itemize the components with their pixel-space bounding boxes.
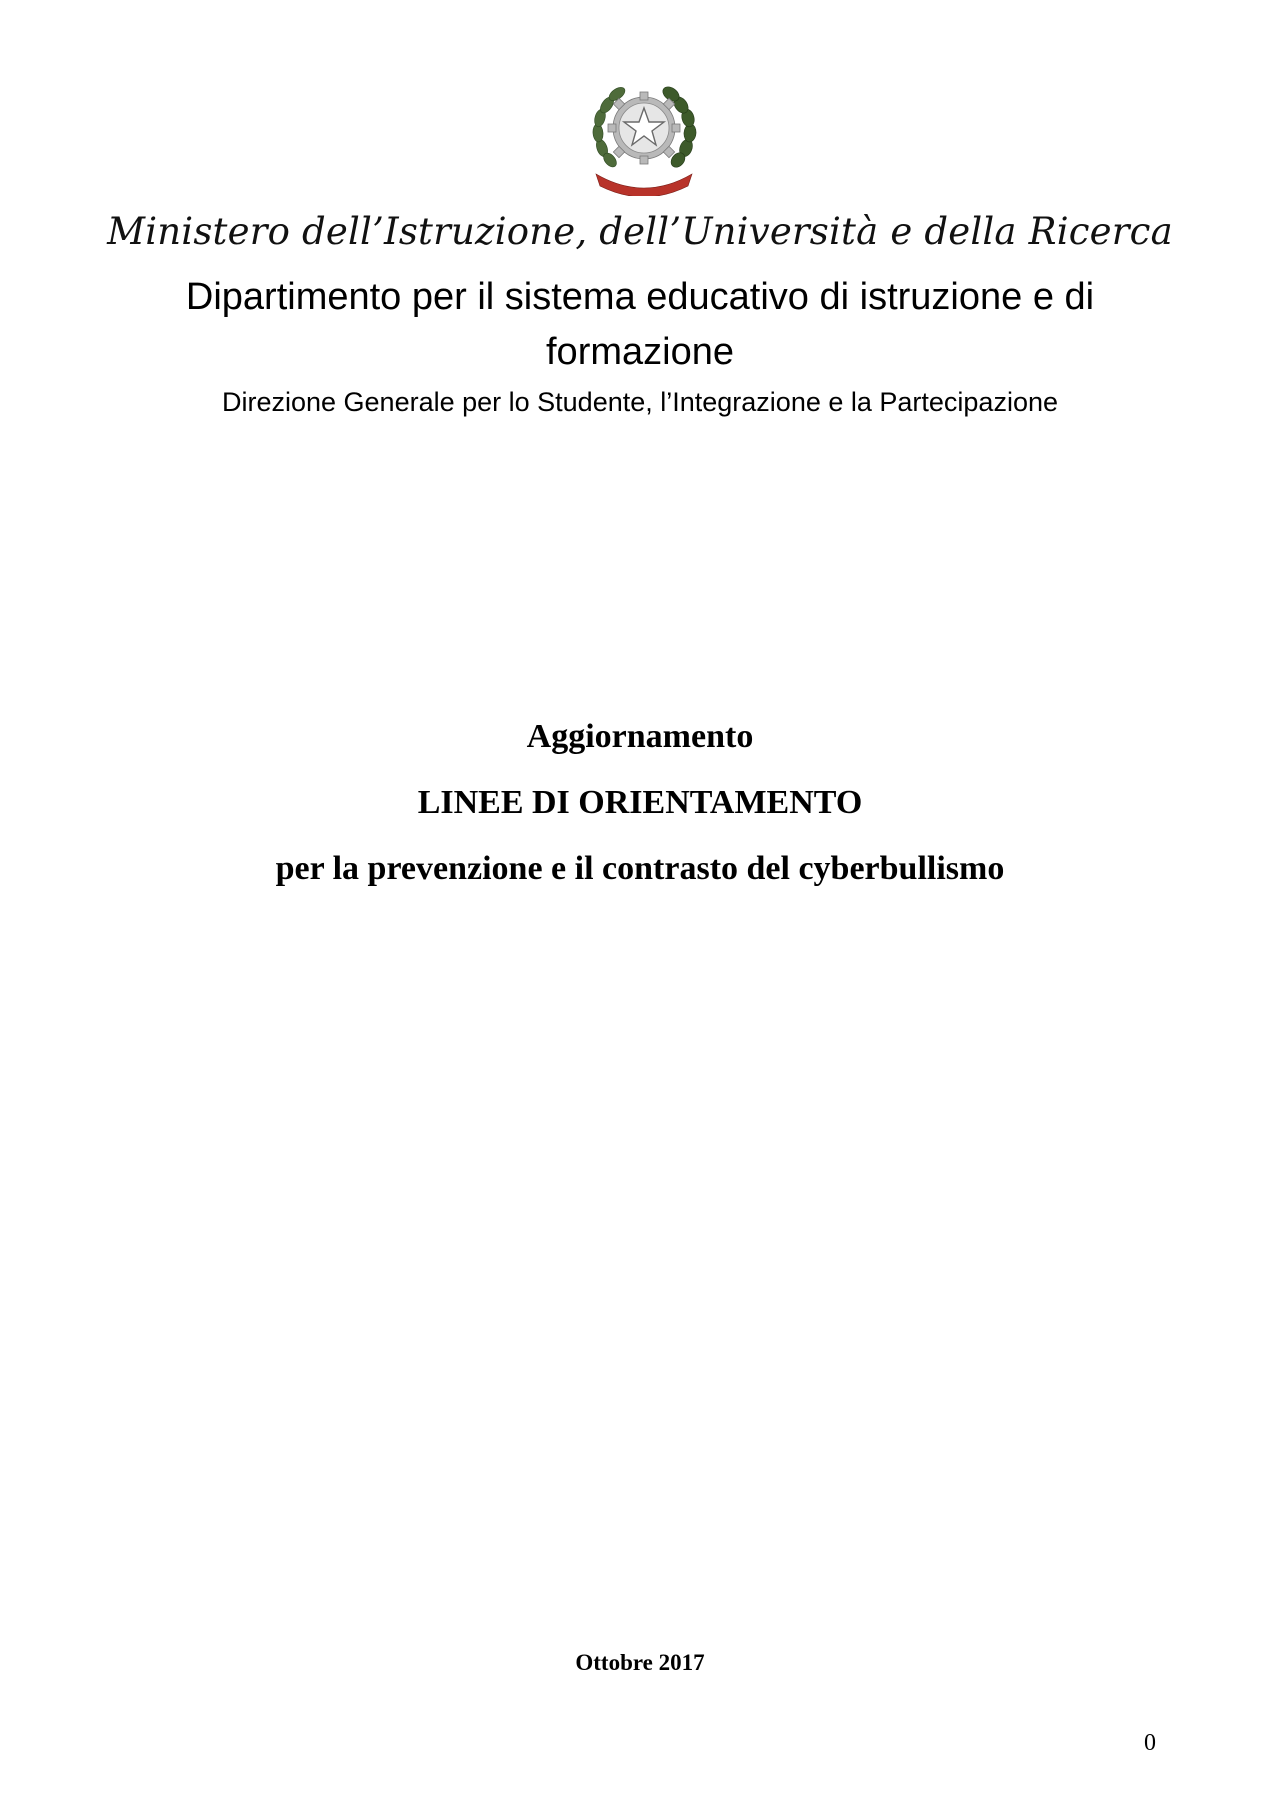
title-line-update: Aggiornamento (526, 718, 754, 755)
directorate-name: Direzione Generale per lo Studente, l’Integrazione e la Partecipazione (221, 387, 1058, 417)
title-line-subject: per la prevenzione e il contrasto del cyberbullismo (275, 850, 1005, 887)
page-number: 0 (1144, 1730, 1156, 1756)
publication-date: Ottobre 2017 (575, 1650, 705, 1675)
ministry-name: Ministero dell’Istruzione, dell’Università e della Ricerca (107, 210, 1173, 253)
document-title (0, 704, 1280, 902)
title-line-guidelines: LINEE DI ORIENTAMENTO (417, 784, 863, 821)
italian-republic-emblem-icon (588, 78, 700, 196)
department-name: Dipartimento per il sistema educativo di istruzione e di formazione (185, 276, 1095, 373)
